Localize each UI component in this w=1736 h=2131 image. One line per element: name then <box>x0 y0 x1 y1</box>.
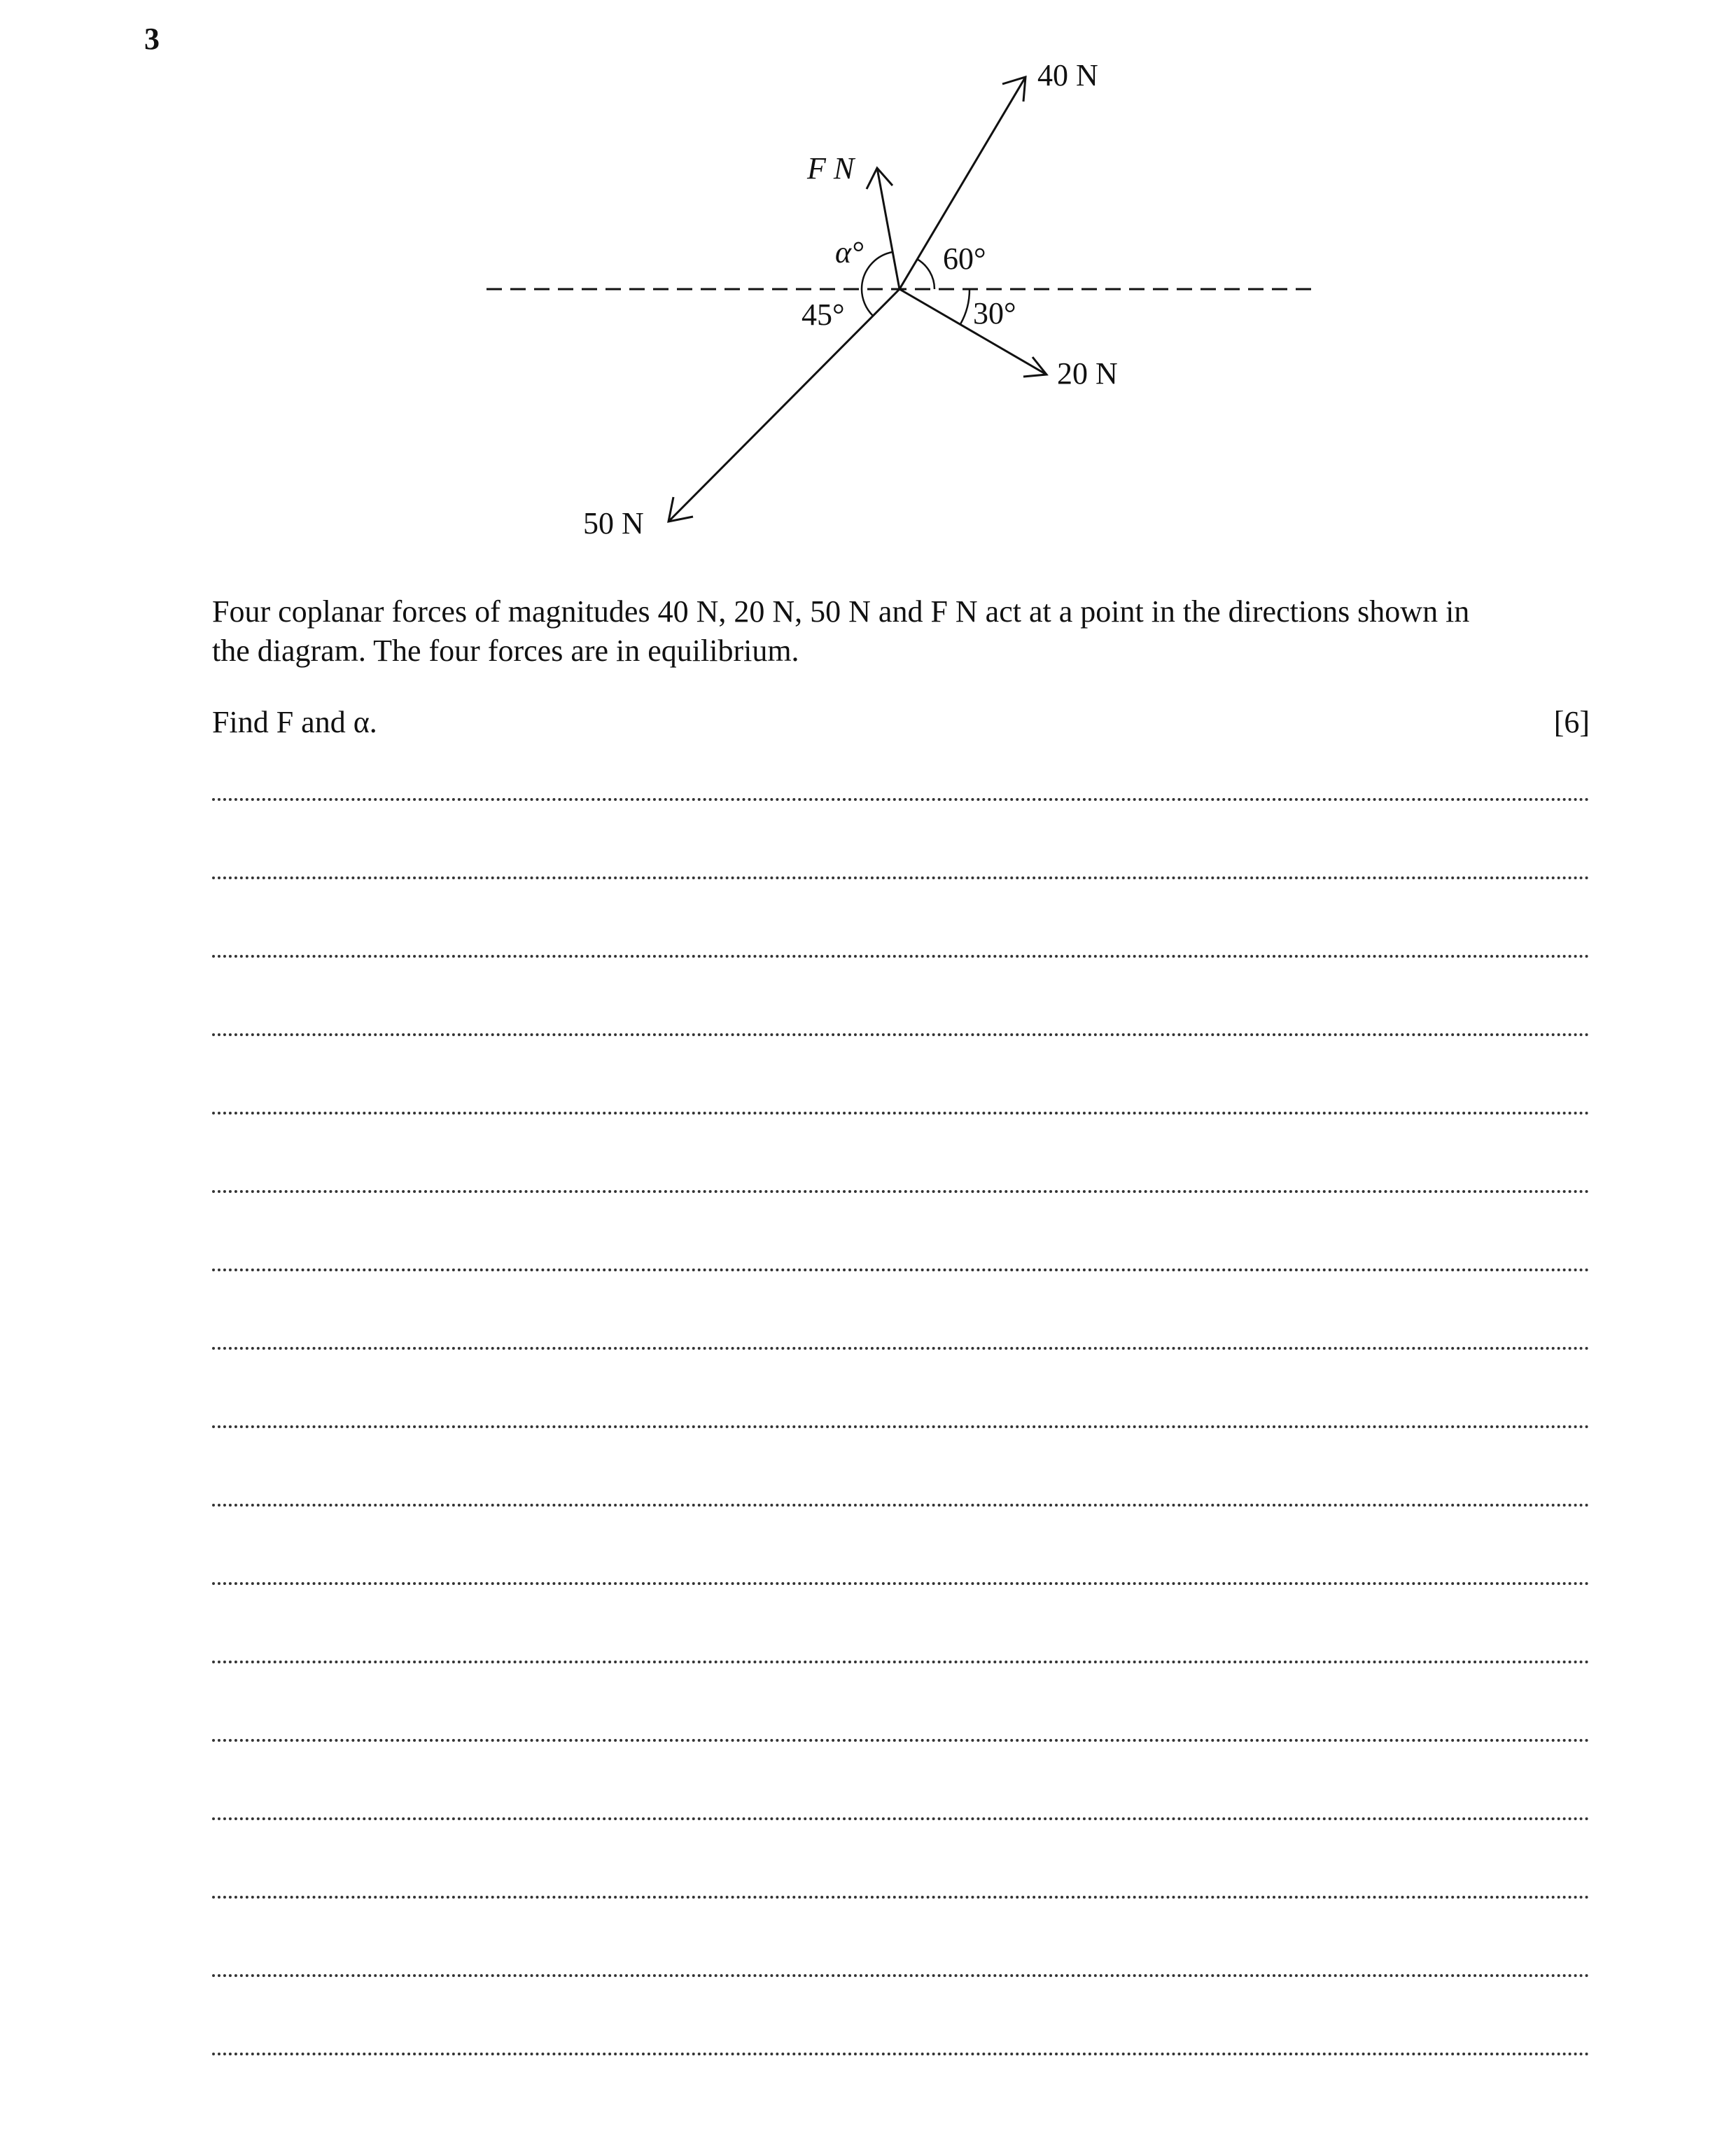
answer-line[interactable] <box>212 1739 1590 1742</box>
answer-line[interactable] <box>212 1269 1590 1271</box>
answer-lines <box>212 798 1590 2131</box>
force-40-label: 40 N <box>1037 58 1098 92</box>
force-50-arrow <box>668 289 899 522</box>
angle-30-arc <box>960 289 969 324</box>
answer-line[interactable] <box>212 2053 1590 2055</box>
answer-line[interactable] <box>212 1425 1590 1428</box>
force-F-label: F N <box>807 151 855 186</box>
force-50-label: 50 N <box>583 506 644 540</box>
question-line-1: Four coplanar forces of magnitudes 40 N, 20 N, 50 N and F N act at a point in the directions shown in <box>212 594 1470 629</box>
answer-line[interactable] <box>212 1347 1590 1350</box>
answer-line[interactable] <box>212 1504 1590 1507</box>
angle-60-arc <box>917 259 934 289</box>
answer-line[interactable] <box>212 1661 1590 1663</box>
answer-line[interactable] <box>212 955 1590 958</box>
marks: [6] <box>1553 705 1590 739</box>
answer-line[interactable] <box>212 1896 1590 1899</box>
angle-45-label: 45° <box>802 298 845 332</box>
angle-60-label: 60° <box>943 242 986 276</box>
answer-line[interactable] <box>212 1974 1590 1977</box>
question-prompt: Find F and α. <box>212 705 377 739</box>
answer-line[interactable] <box>212 1112 1590 1115</box>
answer-line[interactable] <box>212 1190 1590 1193</box>
answer-line[interactable] <box>212 1033 1590 1036</box>
force-F-arrow <box>877 168 899 289</box>
force-20-label: 20 N <box>1057 356 1118 391</box>
question-line-2: the diagram. The four forces are in equilibrium. <box>212 634 799 668</box>
angle-alpha-label: α° <box>835 235 864 270</box>
answer-line[interactable] <box>212 798 1590 801</box>
answer-line[interactable] <box>212 1582 1590 1585</box>
question-number: 3 <box>144 22 160 56</box>
angle-alpha-arc <box>862 252 892 289</box>
answer-line[interactable] <box>212 876 1590 879</box>
question-prompt-row <box>212 703 1590 742</box>
force-diagram <box>0 0 1736 560</box>
angle-30-label: 30° <box>973 296 1016 330</box>
question-text <box>212 592 1590 671</box>
angle-45-arc <box>862 289 873 316</box>
answer-line[interactable] <box>212 1817 1590 1820</box>
